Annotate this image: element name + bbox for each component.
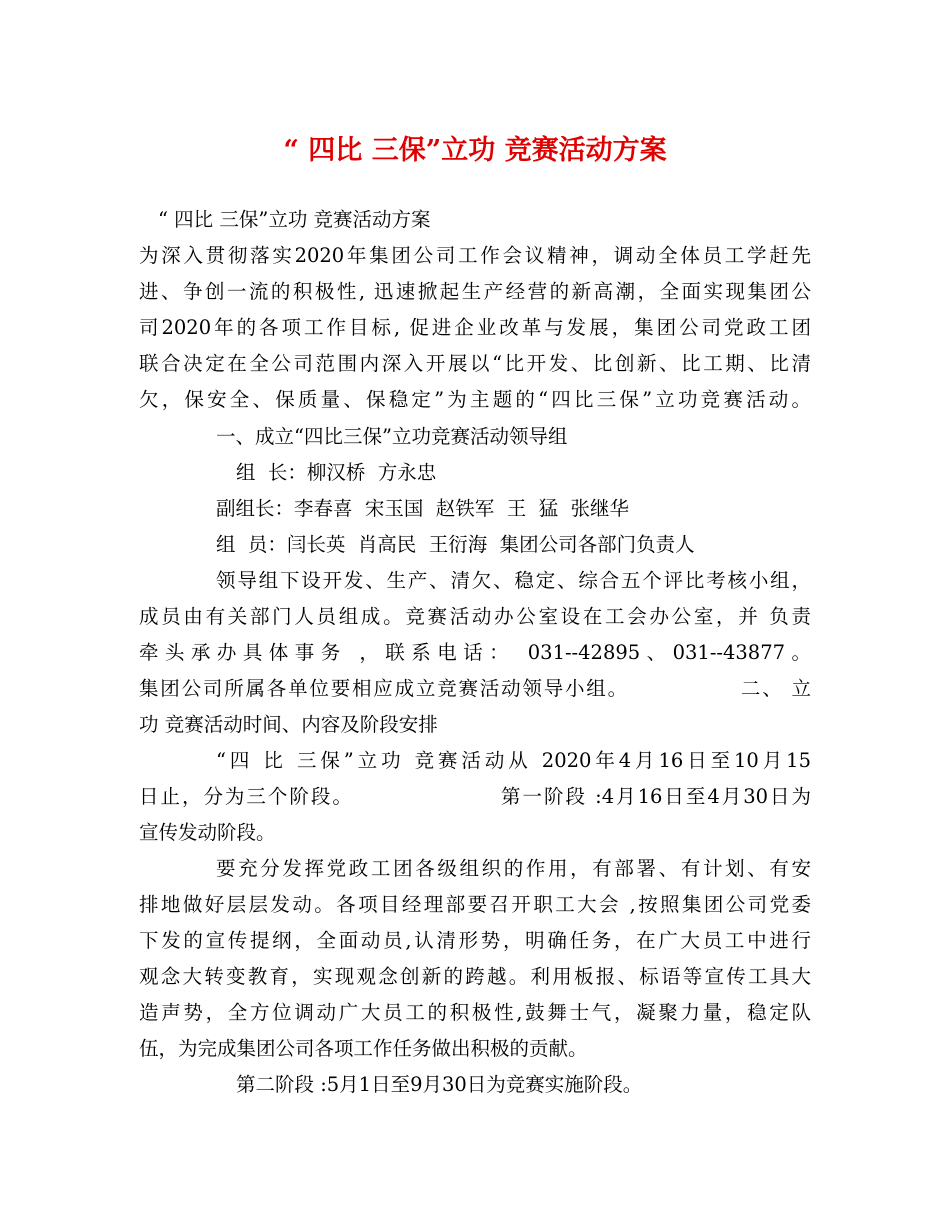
paragraph-line: 宣传发动阶段。 bbox=[139, 821, 276, 844]
paragraph-line: 集团公司所属各单位要相应成立竞赛活动领导小组。 二、 立 bbox=[139, 677, 811, 700]
section-heading: 一、成立“四比三保”立功竞赛活动领导组 bbox=[216, 425, 568, 448]
stage-two-line: 第二阶段 :5月1日至9月30日为竞赛实施阶段。 bbox=[236, 1073, 643, 1096]
paragraph-line: 欠，保安全、保质量、保稳定”为主题的“四比三保”立功竞赛活动。 bbox=[139, 388, 811, 411]
leader-line: 组 长：柳汉桥 方永忠 bbox=[236, 461, 437, 484]
paragraph-line: “四 比 三保”立功 竞赛活动从 2020年4月16日至10月15 bbox=[216, 749, 811, 772]
paragraph-line: 领导组下设开发、生产、清欠、稳定、综合五个评比考核小组， bbox=[216, 569, 811, 592]
paragraph-line: 下发的宣传提纲，全面动员,认清形势，明确任务，在广大员工中进行 bbox=[139, 929, 811, 952]
member-line: 组 员：闫长英 肖高民 王衍海 集团公司各部门负责人 bbox=[216, 533, 695, 556]
paragraph-line: 观念大转变教育，实现观念创新的跨越。利用板报、标语等宣传工具大 bbox=[139, 965, 811, 988]
paragraph-line: 要充分发挥党政工团各级组织的作用，有部署、有计划、有安 bbox=[216, 857, 811, 880]
paragraph-line: 司2020年的各项工作目标, 促进企业改革与发展，集团公司党政工团 bbox=[139, 316, 811, 339]
paragraph-line: 为深入贯彻落实2020年集团公司工作会议精神，调动全体员工学赶先 bbox=[139, 244, 811, 267]
paragraph-line: 联合决定在全公司范围内深入开展以“比开发、比创新、比工期、比清 bbox=[139, 352, 811, 375]
paragraph-line: 造声势，全方位调动广大员工的积极性,鼓舞士气，凝聚力量，稳定队 bbox=[139, 1001, 811, 1024]
paragraph-line: 日止，分为三个阶段。 第一阶段 :4月16日至4月30日为 bbox=[139, 785, 811, 808]
contact-phone-line: 牵头承办具体事务 ，联系电话： 031--42895、031--43877。 bbox=[139, 641, 811, 664]
paragraph-line: 伍，为完成集团公司各项工作任务做出积极的贡献。 bbox=[139, 1037, 588, 1060]
paragraph-line: 进、争创一流的积极性, 迅速掀起生产经营的新高潮，全面实现集团公 bbox=[139, 280, 811, 303]
section-heading: 功 竞赛活动时间、内容及阶段安排 bbox=[139, 713, 438, 736]
paragraph-line: 排地做好层层发动。各项目经理部要召开职工大会 ,按照集团公司党委 bbox=[139, 893, 811, 916]
paragraph-line: 成员由有关部门人员组成。竞赛活动办公室设在工会办公室，并 负责 bbox=[139, 605, 811, 628]
document-title: “ 四比 三保”立功 竞赛活动方案 bbox=[283, 135, 667, 166]
document-subtitle: “ 四比 三保”立功 竞赛活动方案 bbox=[158, 208, 431, 231]
deputy-leader-line: 副组长：李春喜 宋玉国 赵铁军 王 猛 张继华 bbox=[216, 497, 629, 520]
